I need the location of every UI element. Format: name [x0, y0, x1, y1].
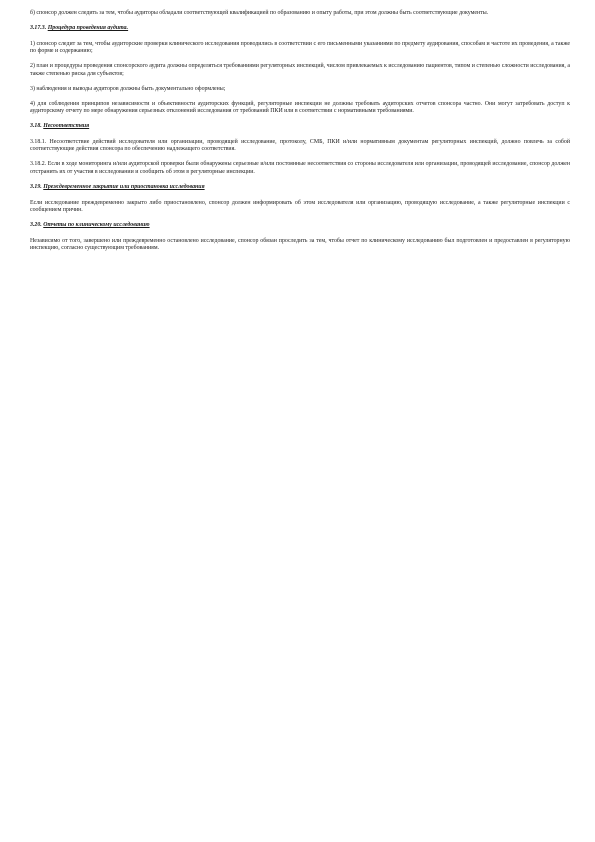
- section-title: Преждевременное закрытие или приостановка исследования: [43, 184, 205, 191]
- paragraph-auditor-qualification: б) спонсор должен следить за тем, чтобы аудиторы обладали соответствующей квалификацией по образованию и опыту работы, при этом должны быть соответствующие документы.: [30, 10, 489, 16]
- section-number: 3.17.3.: [30, 24, 47, 31]
- paragraph-audit-item-3: 3) наблюдения и выводы аудиторов должны быть документально оформлены;: [30, 85, 226, 92]
- document-body: [30, 10, 570, 260]
- paragraph-audit-item-4: 4) для соблюдения принципов независимости и объективности аудиторских функций, регуляторные инспекции не должны требовать аудиторских отчетов спонсора частно. Они могут затребовать доступ к аудиторскому отчету по мере обнаружения серьезных отклонений исследования от требований ПКИ или в соответствии с нормативными требованиями.: [30, 100, 570, 115]
- section-heading-3-20: [30, 222, 570, 230]
- section-number: 3.20.: [30, 222, 42, 229]
- paragraph-3-18-1: 3.18.1. Несоответствие действий исследователя или организации, проводящей исследование, протоколу, СМБ, ПКИ и/или нормативным документам регуляторных инспекций, должно повлечь за собой соответствующие действия спонсора по обеспечению надлежащего соответствия.: [30, 138, 570, 153]
- paragraph-3-18-2: 3.18.2. Если в ходе мониторинга и/или аудиторской проверки были обнаружены серьезные и/или постоянные несоответствия со стороны исследователя или организации, проводящей исследование, спонсор должен отстранить их от участия в исследовании и сообщить об этом в регуляторные инспекции.: [30, 161, 570, 176]
- section-title: Несоответствия: [43, 123, 90, 130]
- section-number: 3.18.: [30, 123, 42, 130]
- section-title: Отчеты по клиническому исследованию: [43, 222, 150, 229]
- section-heading-3-18: [30, 123, 570, 131]
- section-title: Процедура проведения аудита.: [47, 24, 129, 31]
- paragraph-audit-item-1: 1) спонсор следит за тем, чтобы аудиторские проверки клинического исследования проводились в соответствии с его письменными указаниями по предмету аудирования, способам и частоте их проведения, а также по форме и содержанию;: [30, 40, 570, 55]
- paragraph-early-termination: Если исследование преждевременно закрыто либо приостановлено, спонсор должен информировать об этом исследователя или организацию, проводящую исследование, а также регуляторные инспекции с сообщением причин.: [30, 199, 570, 214]
- section-heading-3-17-3: [30, 25, 570, 33]
- paragraph-study-report: Независимо от того, завершено или преждевременно остановлено исследование, спонсор обязан проследить за тем, чтобы отчет по клиническому исследованию был подготовлен и предоставлен в регуляторную инспекцию, согласно существующим требованиям.: [30, 237, 570, 252]
- section-heading-3-19: [30, 184, 570, 192]
- section-number: 3.19.: [30, 184, 42, 191]
- paragraph-audit-item-2: 2) план и процедуры проведения спонсорского аудита должны определяться требованиями регуляторных инспекций, числом привлекаемых к исследованию пациентов, типом и степенью сложности исследования, а также степенью риска для субъектов;: [30, 63, 570, 77]
